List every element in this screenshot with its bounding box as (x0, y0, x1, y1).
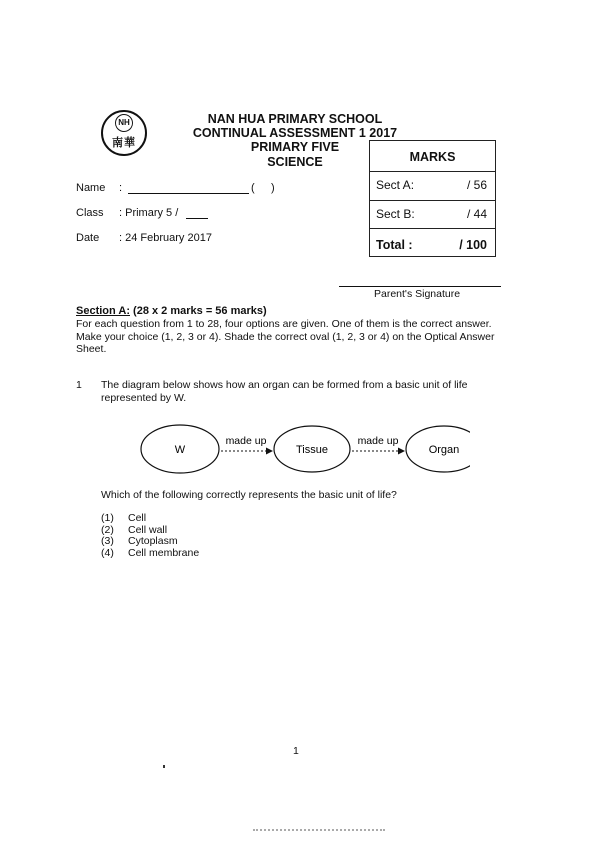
name-label: Name (76, 182, 106, 194)
date-value: : 24 February 2017 (119, 232, 212, 244)
sect-a-label: Sect A: (376, 178, 415, 192)
instructions-line-2: Make your choice (1, 2, 3 or 4). Shade the correct oval (1, 2, 3 or 4) on the Optical Answer (76, 330, 495, 343)
total-label: Total : (376, 238, 413, 252)
total-value: / 100 (459, 238, 487, 252)
instructions-line-3: Sheet. (76, 343, 107, 355)
marks-row-sect-a (370, 171, 495, 201)
class-value: : Primary 5 / (119, 207, 179, 219)
marks-box (369, 140, 496, 257)
option-4[interactable] (101, 548, 199, 560)
node-w-label: W (174, 444, 186, 456)
level-title: PRIMARY FIVE (250, 140, 340, 154)
name-paren-open: ( (251, 182, 255, 194)
question-prompt: Which of the following correctly represents the basic unit of life? (101, 489, 397, 501)
organ-formation-diagram (130, 418, 470, 480)
marks-title: MARKS (409, 150, 456, 164)
option-4-number: (4) (101, 546, 114, 559)
page-number: 1 (293, 745, 299, 757)
name-input[interactable] (128, 180, 249, 194)
option-4-text: Cell membrane (128, 546, 200, 559)
question-text (101, 379, 501, 404)
sect-b-label: Sect B: (376, 207, 415, 221)
school-name: NAN HUA PRIMARY SCHOOL (207, 112, 383, 126)
section-a-title: Section A: (76, 305, 130, 317)
logo-badge: NH (115, 114, 133, 132)
class-label: Class (76, 207, 104, 219)
question-line-1: The diagram below shows how an organ can be formed from a basic unit of life (101, 379, 468, 391)
marks-row-sect-b (370, 200, 495, 229)
node-organ-label: Organ (428, 444, 460, 456)
name-colon: : (119, 182, 123, 194)
option-1-number: (1) (101, 512, 114, 524)
arrow-1-label: made up (225, 435, 267, 447)
arrow-2-label: made up (357, 435, 399, 447)
subject-title: SCIENCE (267, 155, 323, 169)
options-list (101, 513, 199, 559)
option-3-text: Cytoplasm (128, 535, 178, 547)
school-logo (101, 110, 147, 156)
class-input[interactable] (186, 205, 208, 219)
option-2-text: Cell wall (128, 523, 168, 536)
sect-b-value: / 44 (466, 207, 487, 221)
sect-a-value: / 56 (466, 178, 487, 192)
name-paren-close: ) (271, 182, 275, 194)
signature-line[interactable] (339, 286, 501, 287)
node-tissue-label: Tissue (296, 444, 328, 456)
assessment-title: CONTINUAL ASSESSMENT 1 2017 (192, 126, 398, 140)
section-a-instructions (76, 318, 526, 356)
option-1-text: Cell (128, 512, 147, 524)
question-number: 1 (76, 379, 82, 391)
date-label: Date (76, 232, 100, 244)
section-a-marks: (28 x 2 marks = 56 marks) (130, 305, 267, 317)
marks-row-total (370, 228, 495, 257)
question-line-2: represented by W. (101, 391, 187, 404)
logo-text: 南華 (112, 136, 136, 149)
option-2-number: (2) (101, 523, 114, 536)
instructions-line-1: For each question from 1 to 28, four options are given. One of them is the correct answer. (76, 318, 492, 330)
signature-label: Parent's Signature (374, 288, 461, 300)
section-a-heading (76, 305, 267, 317)
scan-speck (163, 765, 165, 768)
option-3-number: (3) (101, 535, 114, 547)
footer-smudge (253, 829, 385, 834)
register-number-input[interactable] (256, 180, 268, 193)
